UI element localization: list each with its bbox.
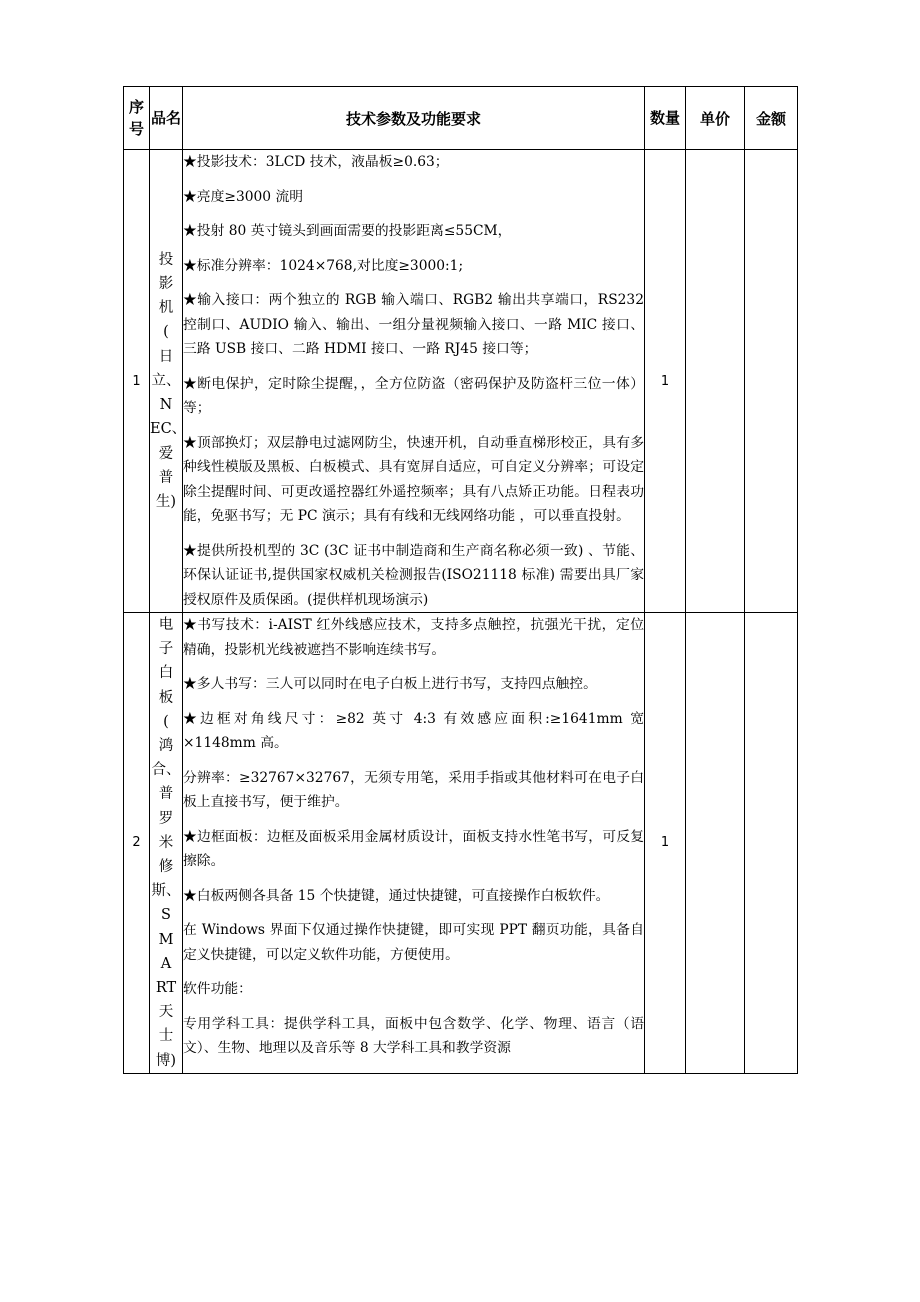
name-char: 修 <box>158 859 174 876</box>
name-char: 普 <box>158 786 174 803</box>
name-char: EC、 <box>150 421 187 438</box>
header-amount: 金额 <box>745 87 798 150</box>
spec-paragraph: ★输入接口：两个独立的 RGB 输入端口、RGB2 输出共享端口，RS232 控制口、AUDIO 输入、输出、一组分量视频输入接口、一路 MIC 接口、三路 USB 接口、二路 HDMI 接口、一路 RJ45 接口等； <box>183 292 644 357</box>
name-char: 日 <box>158 348 174 365</box>
name-char: 影 <box>158 276 174 293</box>
row-seq: 2 <box>124 613 150 1074</box>
spec-paragraph: ★断电保护，定时除尘提醒，，全方位防盗（密码保护及防盗杆三位一体）等； <box>183 375 644 416</box>
spec-paragraph: 软件功能： <box>183 981 252 997</box>
name-char: 电 <box>158 617 174 633</box>
name-char: 斯、 <box>151 883 181 900</box>
name-char: 投 <box>158 251 174 268</box>
name-char: 机 <box>158 300 174 317</box>
name-char: 米 <box>158 834 174 851</box>
row-spec <box>183 613 645 1074</box>
spec-paragraph: 专用学科工具：提供学科工具，面板中包含数学、化学、物理、语言（语文）、生物、地理以及音乐等 8 大学科工具和教学资源 <box>183 1015 644 1056</box>
header-seq: 序号 <box>124 87 150 150</box>
name-char: S <box>161 907 171 924</box>
spec-paragraph: ★白板两侧各具备 15 个快捷键，通过快捷键，可直接操作白板软件。 <box>183 887 610 904</box>
row-seq: 1 <box>124 150 150 613</box>
name-char: 合、 <box>151 762 181 779</box>
spec-paragraph: ★亮度≥3000 流明 <box>183 188 304 205</box>
header-qty: 数量 <box>645 87 686 150</box>
name-char: 子 <box>158 641 174 658</box>
spec-paragraph: ★提供所投机型的 3C (3C 证书中制造商和生产商名称必须一致) 、节能、环保认证证书,提供国家权威机关检测报告(ISO21118 标准) 需要出具厂家授权原件及质保函。(提供样机现场演示) <box>183 542 644 608</box>
spec-paragraph: ★书写技术：i-AIST 红外线感应技术，支持多点触控，抗强光干扰，定位精确，投影机光线被遮挡不影响连续书写。 <box>183 617 644 658</box>
spec-paragraph: ★边框对角线尺寸：≥82 英寸 4:3 有效感应面积:≥1641mm 宽×1148mm 高。 <box>183 710 644 751</box>
name-char: ( <box>163 713 169 730</box>
row-unit-price <box>686 150 745 613</box>
header-unit-price: 单价 <box>686 87 745 150</box>
row-spec <box>183 150 645 613</box>
name-char: 鸿 <box>158 738 174 755</box>
row-amount <box>745 613 798 1074</box>
row-amount <box>745 150 798 613</box>
name-char: 士 <box>158 1028 174 1045</box>
spec-paragraph: ★投影技术：3LCD 技术，液晶板≥0.63； <box>183 154 449 170</box>
header-row <box>124 87 798 150</box>
name-char: 爱 <box>158 445 174 462</box>
name-char: 天 <box>158 1004 174 1021</box>
spec-paragraph: ★标准分辨率：1024×768,对比度≥3000:1; <box>183 257 464 274</box>
table-row <box>124 613 798 1074</box>
spec-paragraph: ★顶部换灯；双层静电过滤网防尘，快速开机，自动垂直梯形校正，具有多种线性模版及黑板、白板模式、具有宽屏自适应，可自定义分辨率；可设定除尘提醒时间、可更改遥控器红外遥控频率；具有八点矫正功能。日程表功能，免驱书写；无 PC 演示；具有有线和无线网络功能 ，可以垂直投射。 <box>183 434 644 524</box>
table-row <box>124 150 798 613</box>
name-char: 白 <box>158 665 174 682</box>
spec-paragraph: 在 Windows 界面下仅通过操作快捷键，即可实现 PPT 翻页功能，具备自定义快捷键，可以定义软件功能，方便使用。 <box>183 922 644 963</box>
row-unit-price <box>686 613 745 1074</box>
name-char: 普 <box>158 469 174 486</box>
name-char: RT <box>155 980 177 997</box>
spec-table <box>123 86 798 1074</box>
name-char: ( <box>163 324 169 341</box>
name-char: 板 <box>158 689 174 706</box>
row-qty: 1 <box>645 150 686 613</box>
name-char: 博) <box>155 1052 177 1069</box>
row-product-name <box>150 613 183 1074</box>
header-spec: 技术参数及功能要求 <box>183 87 645 150</box>
spec-paragraph: ★边框面板：边框及面板采用金属材质设计，面板支持水性笔书写，可反复擦除。 <box>183 828 644 869</box>
name-char: 生) <box>155 493 177 510</box>
header-name: 品名 <box>150 87 183 150</box>
spec-paragraph: 分辨率：≥32767×32767，无须专用笔，采用手指或其他材料可在电子白板上直接书写，便于维护。 <box>183 769 644 810</box>
name-char: N <box>159 397 173 414</box>
row-qty: 1 <box>645 613 686 1074</box>
name-char: 罗 <box>158 810 174 827</box>
spec-paragraph: ★多人书写：三人可以同时在电子白板上进行书写，支持四点触控。 <box>183 676 597 692</box>
name-char: A <box>160 955 172 972</box>
row-product-name <box>150 150 187 613</box>
name-char: M <box>158 931 174 948</box>
spec-paragraph: ★投射 80 英寸镜头到画面需要的投影距离≤55CM， <box>183 223 512 239</box>
name-char: 立、 <box>151 372 181 389</box>
